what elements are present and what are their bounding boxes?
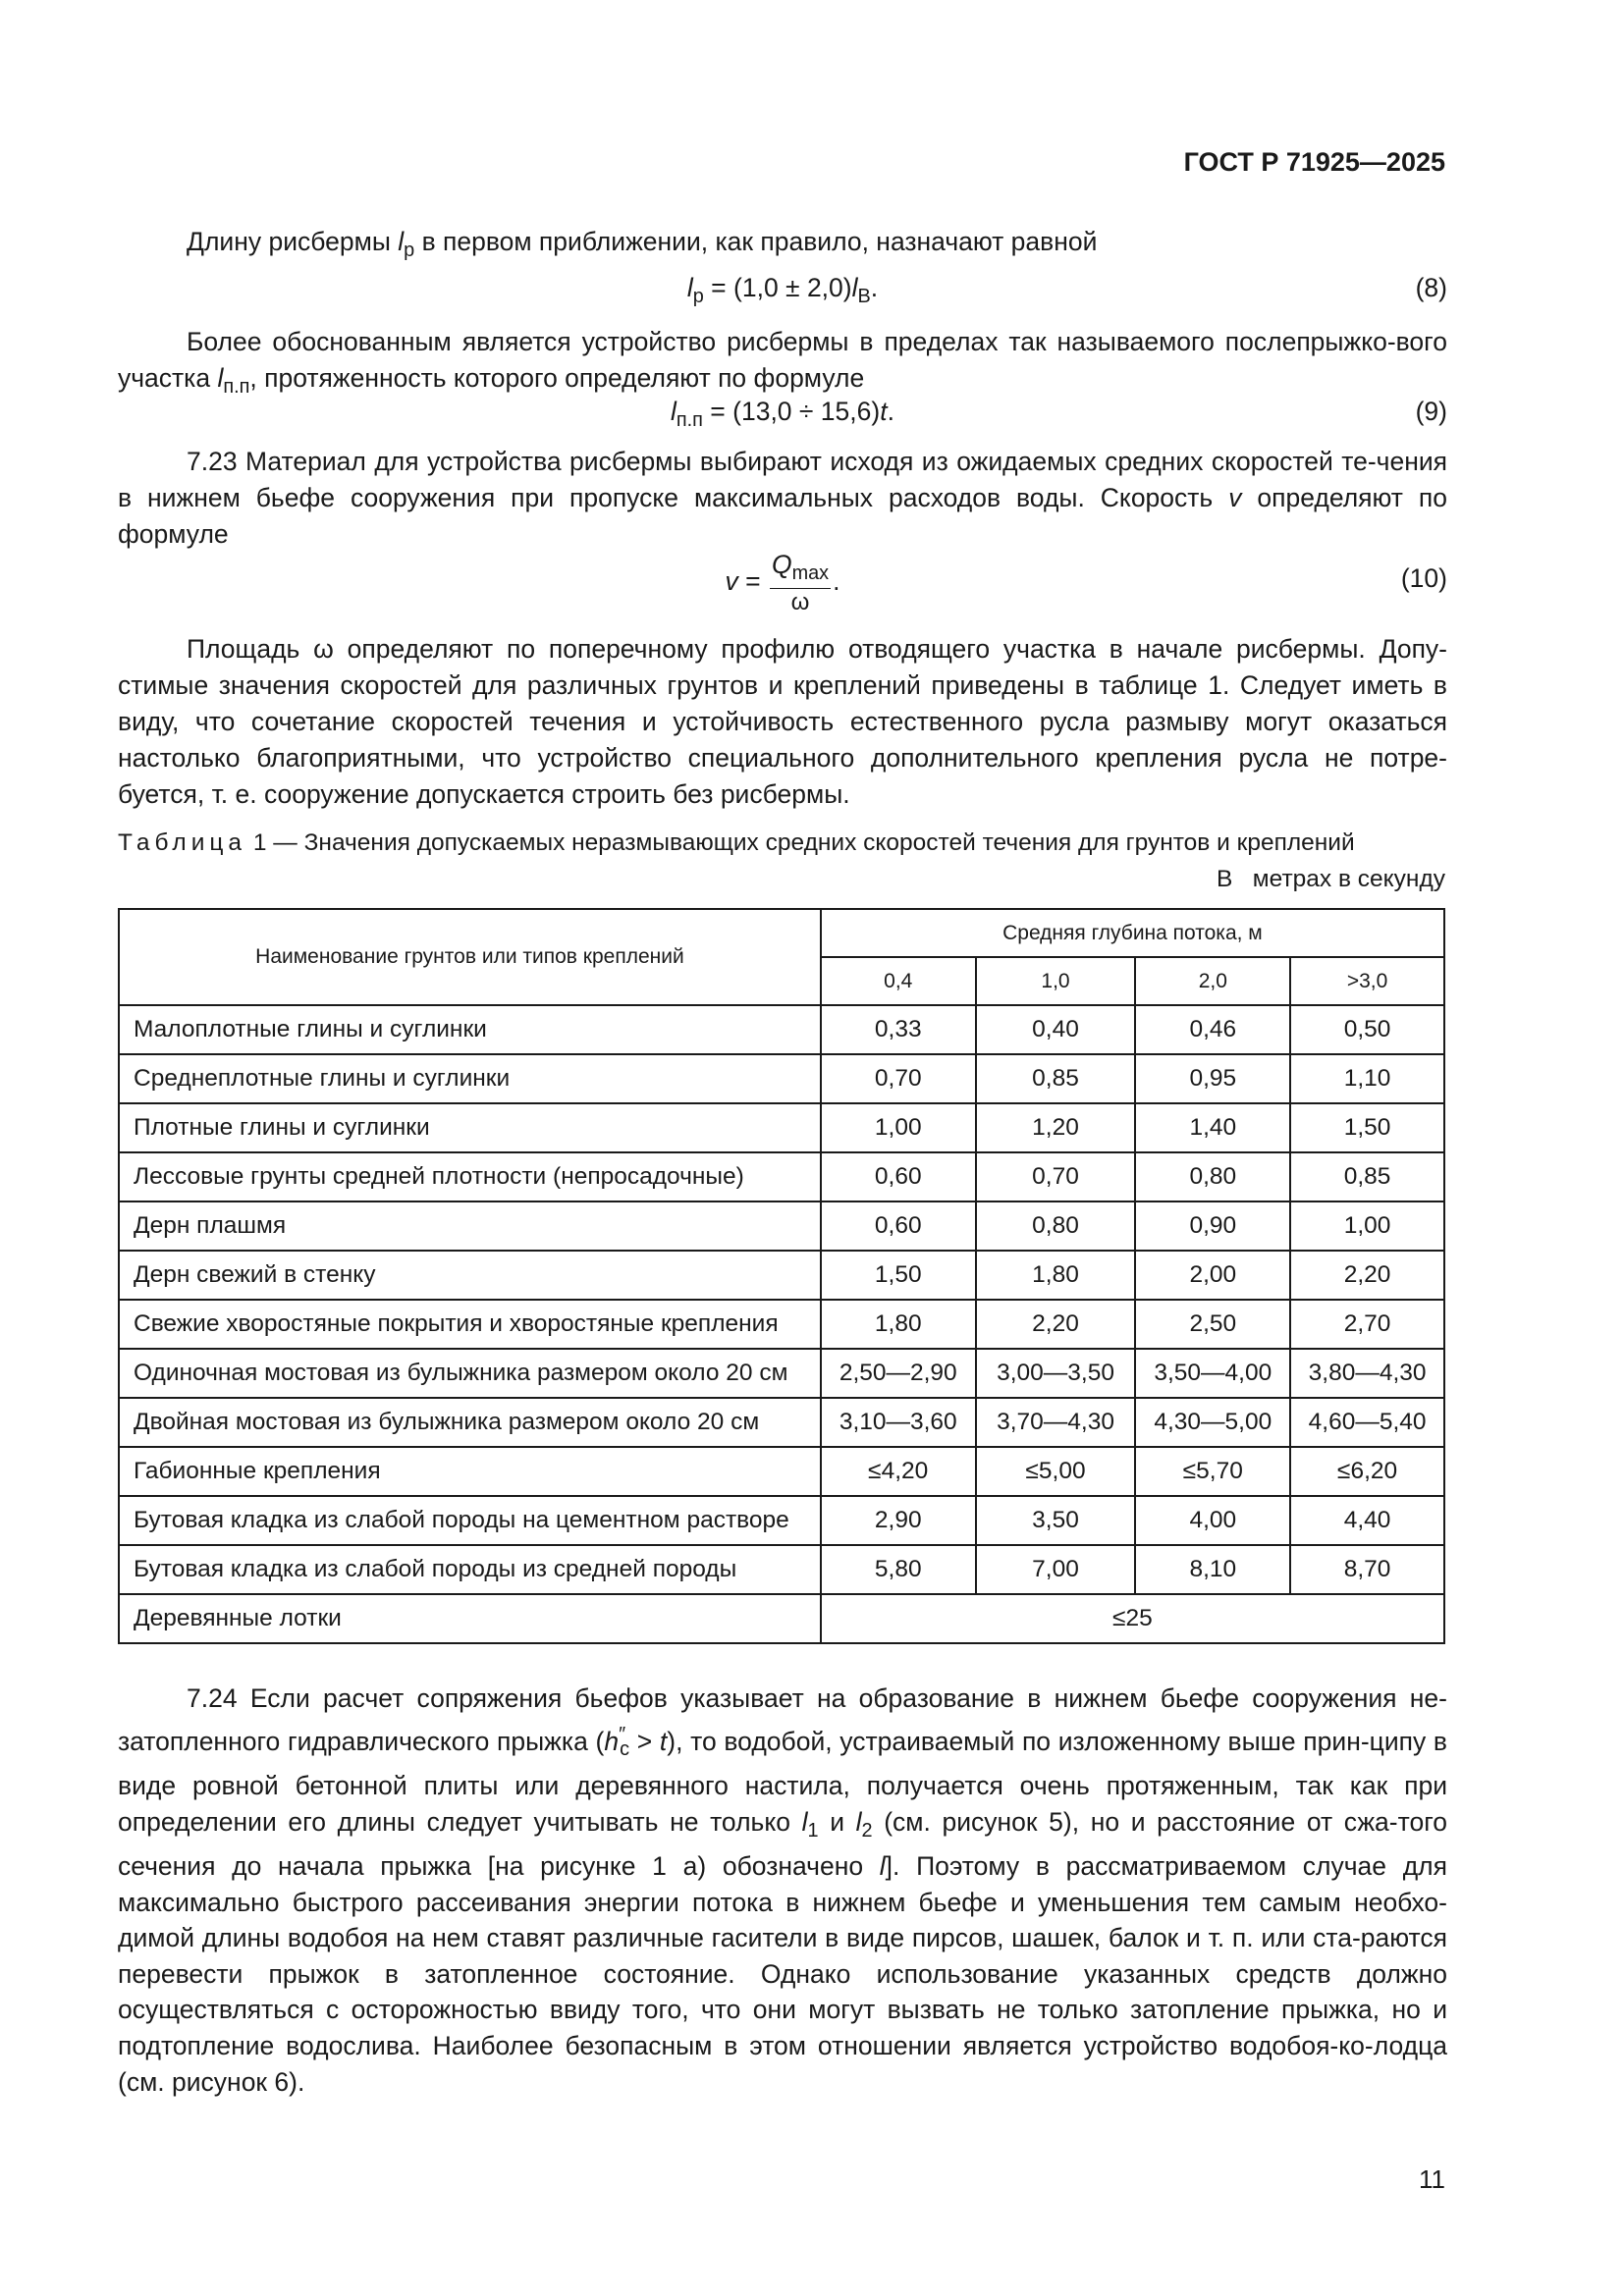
row-value: 8,70 <box>1290 1545 1444 1594</box>
velocity-table <box>118 908 1445 1644</box>
header-depth-value: 0,4 <box>821 957 976 1005</box>
header-depth: Средняя глубина потока, м <box>821 909 1444 957</box>
row-value: 2,20 <box>976 1300 1136 1349</box>
row-name: Дерн плашмя <box>119 1201 821 1251</box>
row-value-merged: ≤25 <box>821 1594 1444 1643</box>
header-depth-value: >3,0 <box>1290 957 1444 1005</box>
row-name: Габионные крепления <box>119 1447 821 1496</box>
var: l <box>851 273 858 302</box>
table-row <box>119 1251 1444 1300</box>
text: Более обоснованным является устройство рисбермы в пределах так называемого послепрыжко-вого участка <box>118 327 1447 393</box>
row-value: 0,40 <box>976 1005 1136 1054</box>
row-value: ≤4,20 <box>821 1447 976 1496</box>
sup: ″ <box>619 1723 626 1745</box>
row-value: 2,50—2,90 <box>821 1349 976 1398</box>
caption-label: Таблица <box>118 829 247 856</box>
row-value: 1,00 <box>1290 1201 1444 1251</box>
var: t <box>659 1726 668 1756</box>
sub: max <box>791 561 830 584</box>
text: Длину рисбермы <box>187 227 391 256</box>
header-depth-value: 2,0 <box>1135 957 1290 1005</box>
formula-9 <box>118 397 1447 436</box>
sub: 2 <box>861 1819 873 1842</box>
sub: р <box>692 285 704 307</box>
row-value: 0,70 <box>976 1152 1136 1201</box>
formula-expression <box>118 397 1447 432</box>
table-row <box>119 1545 1444 1594</box>
row-name: Лессовые грунты средней плотности (непросадочные) <box>119 1152 821 1201</box>
paragraph-7-24 <box>118 1681 1447 2100</box>
table-row <box>119 1594 1444 1643</box>
row-value: 0,90 <box>1135 1201 1290 1251</box>
row-value: 4,40 <box>1290 1496 1444 1545</box>
var: t <box>880 397 888 426</box>
table-row <box>119 1398 1444 1447</box>
table-body <box>119 1005 1444 1643</box>
row-value: 2,20 <box>1290 1251 1444 1300</box>
text: = <box>737 565 768 596</box>
row-value: 7,00 <box>976 1545 1136 1594</box>
row-value: 1,80 <box>976 1251 1136 1300</box>
text: . <box>870 273 879 302</box>
text: и <box>818 1806 856 1837</box>
row-value: 2,90 <box>821 1496 976 1545</box>
row-name: Дерн свежий в стенку <box>119 1251 821 1300</box>
caption-text: 1 — Значения допускаемых неразмывающих средних скоростей течения для грунтов и креплений <box>252 829 1355 856</box>
var: l <box>879 1851 886 1882</box>
row-name: Деревянные лотки <box>119 1594 821 1643</box>
row-value: ≤5,70 <box>1135 1447 1290 1496</box>
row-value: 1,50 <box>1290 1103 1444 1152</box>
row-value: 0,46 <box>1135 1005 1290 1054</box>
row-value: 3,70—4,30 <box>976 1398 1136 1447</box>
table-row <box>119 1349 1444 1398</box>
formula-number: (8) <box>1415 273 1447 302</box>
row-value: 0,60 <box>821 1201 976 1251</box>
var: v <box>725 565 738 596</box>
text: 7.23 Материал для устройства рисбермы выбирают исходя из ожидаемых средних скоростей те-чения в нижнем бьефе сооружения при пропуске максимальных расходов воды. Скорость <box>118 447 1447 512</box>
row-value: 0,50 <box>1290 1005 1444 1054</box>
var: Q <box>771 550 792 579</box>
text: . <box>833 565 840 596</box>
var: l <box>801 1806 808 1837</box>
header-depth-value: 1,0 <box>976 957 1136 1005</box>
row-value: 0,60 <box>821 1152 976 1201</box>
row-value: 0,80 <box>1135 1152 1290 1201</box>
text: в первом приближении, как правило, назначают равной <box>421 227 1098 256</box>
row-value: 1,50 <box>821 1251 976 1300</box>
numerator <box>770 550 831 589</box>
text: = (1,0 ± 2,0) <box>703 273 852 302</box>
row-name: Плотные глины и суглинки <box>119 1103 821 1152</box>
var: l <box>855 1806 862 1837</box>
text: ]. Поэтому в рассматриваемом случае для максимально быстрого рассеивания энергии потока в нижнем бьефе и уменьшения тем самым необхо-димой длины водобоя на нем ставят различные гасители в виде пирсов, шашек, балок и т. п. или ста-раются перевести прыжок в затопленное состояние. Однако использование указанных средств должно осуществляться с осторожностью ввиду того, что они могут вызвать не только затопление прыжка, но и подтопление водослива. Наиболее безопасным в этом отношении является устройство водобоя-ко-лодца (см. рисунок 6). <box>118 1851 1447 2097</box>
sub: р <box>404 239 415 261</box>
var: l <box>686 273 693 302</box>
var: l <box>671 397 677 426</box>
text: (см. рисунок 5), но и расстояние от сжа-того сечения до начала прыжка [на рисунке 1 а) обозначено <box>118 1806 1448 1882</box>
row-value: 2,50 <box>1135 1300 1290 1349</box>
formula-expression <box>118 550 1447 616</box>
row-value: 3,50 <box>976 1496 1136 1545</box>
row-value: 2,70 <box>1290 1300 1444 1349</box>
row-value: ≤6,20 <box>1290 1447 1444 1496</box>
sub: п.п <box>223 375 250 398</box>
row-value: 8,10 <box>1135 1545 1290 1594</box>
text: 7.24 Если расчет сопряжения бьефов указывает на образование в нижнем бьефе сооружения не-затопленного гидравлического прыжка ( <box>118 1683 1447 1756</box>
var-l: l <box>398 227 405 256</box>
formula-expression <box>118 273 1447 308</box>
row-name: Среднеплотные глины и суглинки <box>119 1054 821 1103</box>
var-l: l <box>217 363 224 393</box>
row-value: 1,00 <box>821 1103 976 1152</box>
paragraph-7-23 <box>118 444 1447 553</box>
formula-number: (9) <box>1415 397 1447 426</box>
row-value: 0,33 <box>821 1005 976 1054</box>
paragraph-area: Площадь ω определяют по поперечному профилю отводящего участка в начале рисбермы. Допу-стимые значения скоростей для различных грунтов и креплений приведены в таблице 1. Следует иметь в виду, что сочетание скоростей течения и устойчивость естественного русла размыву могут оказаться настолько благоприятными, что устройство специального дополнительного крепления русла не потре-буется, т. е. сооружение допускается строить без рисбермы. <box>118 634 1447 809</box>
denominator: ω <box>790 588 810 615</box>
fraction <box>770 550 831 616</box>
formula-8 <box>118 273 1447 312</box>
table-row <box>119 1103 1444 1152</box>
row-value: 1,80 <box>821 1300 976 1349</box>
table-row <box>119 1005 1444 1054</box>
sub: п.п <box>676 408 703 431</box>
document-code-header: ГОСТ Р 71925—2025 <box>1183 147 1445 177</box>
text: = (13,0 ÷ 15,6) <box>702 397 881 426</box>
var-v: v <box>1228 483 1242 512</box>
table-row <box>119 1496 1444 1545</box>
row-value: 1,10 <box>1290 1054 1444 1103</box>
text: > <box>629 1726 660 1756</box>
table-row <box>119 1054 1444 1103</box>
paragraph-post-jump-section <box>118 324 1447 405</box>
row-value: 0,80 <box>976 1201 1136 1251</box>
page-number: 11 <box>1419 2164 1445 2194</box>
formula-number: (10) <box>1400 563 1447 593</box>
row-value: 4,30—5,00 <box>1135 1398 1290 1447</box>
row-value: 3,00—3,50 <box>976 1349 1136 1398</box>
sub: В <box>857 285 871 307</box>
table-row <box>119 1447 1444 1496</box>
row-value: 3,80—4,30 <box>1290 1349 1444 1398</box>
text: . <box>887 397 894 426</box>
table-row <box>119 1152 1444 1201</box>
row-value: 4,00 <box>1135 1496 1290 1545</box>
table-row <box>119 1201 1444 1251</box>
sub: 1 <box>807 1819 819 1842</box>
row-value: 4,60—5,40 <box>1290 1398 1444 1447</box>
formula-10 <box>118 550 1447 614</box>
table-units: В метрах в секунду <box>1217 866 1445 892</box>
row-value: ≤5,00 <box>976 1447 1136 1496</box>
row-value: 0,70 <box>821 1054 976 1103</box>
row-name: Одиночная мостовая из булыжника размером около 20 см <box>119 1349 821 1398</box>
row-value: 1,20 <box>976 1103 1136 1152</box>
row-value: 1,40 <box>1135 1103 1290 1152</box>
row-name: Двойная мостовая из булыжника размером около 20 см <box>119 1398 821 1447</box>
row-value: 2,00 <box>1135 1251 1290 1300</box>
row-value: 0,85 <box>1290 1152 1444 1201</box>
row-value: 5,80 <box>821 1545 976 1594</box>
text: , протяженность которого определяют по формуле <box>249 363 865 393</box>
row-value: 0,85 <box>976 1054 1136 1103</box>
text: ), то водобой, устраиваемый по изложенному выше прин-ципу в виде ровной бетонной плиты или деревянного настила, получается очень протяженным, так как при определении его длины следует учитывать не только <box>118 1726 1448 1837</box>
paragraph-apron-length <box>118 224 1447 269</box>
row-name: Свежие хворостяные покрытия и хворостяные крепления <box>119 1300 821 1349</box>
table-row <box>119 1300 1444 1349</box>
sub: c <box>620 1738 630 1761</box>
header-name: Наименование грунтов или типов креплений <box>119 909 821 1005</box>
row-name: Бутовая кладка из слабой породы на цементном растворе <box>119 1496 821 1545</box>
text: определяют по формуле <box>118 483 1447 549</box>
row-value: 3,10—3,60 <box>821 1398 976 1447</box>
var: h <box>604 1726 620 1756</box>
row-value: 3,50—4,00 <box>1135 1349 1290 1398</box>
row-value: 0,95 <box>1135 1054 1290 1103</box>
row-name: Малоплотные глины и суглинки <box>119 1005 821 1054</box>
table-caption <box>118 829 1355 857</box>
row-name: Бутовая кладка из слабой породы из средней породы <box>119 1545 821 1594</box>
